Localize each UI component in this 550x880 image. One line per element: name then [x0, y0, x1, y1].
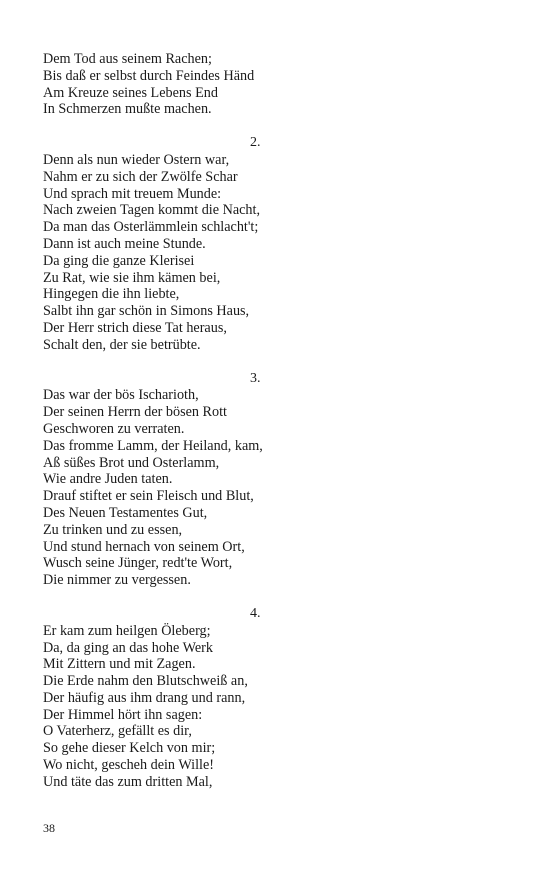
- verse-line: Wie andre Juden taten.: [43, 471, 173, 488]
- verse-line: Und sprach mit treuem Munde:: [43, 185, 222, 202]
- verse-line: Dann ist auch meine Stunde.: [43, 235, 206, 252]
- stanza-number: 2.: [250, 135, 261, 151]
- verse-line: Da ging die ganze Klerisei: [43, 252, 195, 269]
- verse-line: Denn als nun wieder Ostern war,: [43, 151, 230, 168]
- verse-line: In Schmerzen mußte machen.: [43, 101, 212, 118]
- verse-line: Des Neuen Testamentes Gut,: [43, 504, 208, 521]
- stanza-4: [43, 606, 513, 791]
- verse-line: O Vaterherz, gefällt es dir,: [43, 723, 192, 740]
- verse-line: Wusch seine Jünger, redt'te Wort,: [43, 555, 233, 572]
- verse-line: Nahm er zu sich der Zwölfe Schar: [43, 168, 238, 185]
- verse-line: Das war der bös Ischarioth,: [43, 387, 199, 404]
- verse-line: Salbt ihn gar schön in Simons Haus,: [43, 303, 250, 320]
- page-number: 38: [43, 821, 55, 835]
- verse-line: Am Kreuze seines Lebens End: [43, 84, 218, 101]
- verse-line: Hingegen die ihn liebte,: [43, 286, 180, 303]
- verse-line: Das fromme Lamm, der Heiland, kam,: [43, 437, 263, 454]
- verse-line: Bis daß er selbst durch Feindes Händ: [43, 67, 255, 84]
- verse-line: Da, da ging an das hohe Werk: [43, 639, 213, 656]
- stanza-3: [43, 371, 513, 589]
- verse-line: Zu trinken und zu essen,: [43, 521, 183, 538]
- poem-text: [43, 51, 513, 791]
- verse-line: Der Herr strich diese Tat heraus,: [43, 319, 227, 336]
- stanza-2: [43, 135, 513, 353]
- verse-line: Geschworen zu verraten.: [43, 420, 185, 437]
- verse-line: Drauf stiftet er sein Fleisch und Blut,: [43, 488, 254, 505]
- verse-line: Er kam zum heilgen Öleberg;: [43, 622, 211, 639]
- verse-line: Die nimmer zu vergessen.: [43, 572, 191, 589]
- verse-line: Dem Tod aus seinem Rachen;: [43, 51, 212, 67]
- stanza-number: 3.: [250, 370, 261, 386]
- verse-line: Schalt den, der sie betrübte.: [43, 336, 201, 353]
- verse-line: Der häufig aus ihm drang und rann,: [43, 689, 246, 706]
- verse-line: Die Erde nahm den Blutschweiß an,: [43, 673, 248, 690]
- verse-line: Mit Zittern und mit Zagen.: [43, 656, 196, 673]
- verse-line: So gehe dieser Kelch von mir;: [43, 740, 216, 757]
- verse-line: Der seinen Herrn der bösen Rott: [43, 404, 227, 421]
- verse-line: Und stund hernach von seinem Ort,: [43, 538, 245, 555]
- verse-line: Der Himmel hört ihn sagen:: [43, 706, 203, 723]
- verse-line: Und täte das zum dritten Mal,: [43, 773, 213, 790]
- verse-line: Da man das Osterlämmlein schlacht't;: [43, 219, 259, 236]
- stanza-1: [43, 51, 513, 118]
- verse-line: Aß süßes Brot und Osterlamm,: [43, 454, 220, 471]
- verse-line: Wo nicht, gescheh dein Wille!: [43, 757, 214, 774]
- verse-line: Nach zweien Tagen kommt die Nacht,: [43, 202, 260, 219]
- stanza-number: 4.: [250, 605, 261, 621]
- verse-line: Zu Rat, wie sie ihm kämen bei,: [43, 269, 221, 286]
